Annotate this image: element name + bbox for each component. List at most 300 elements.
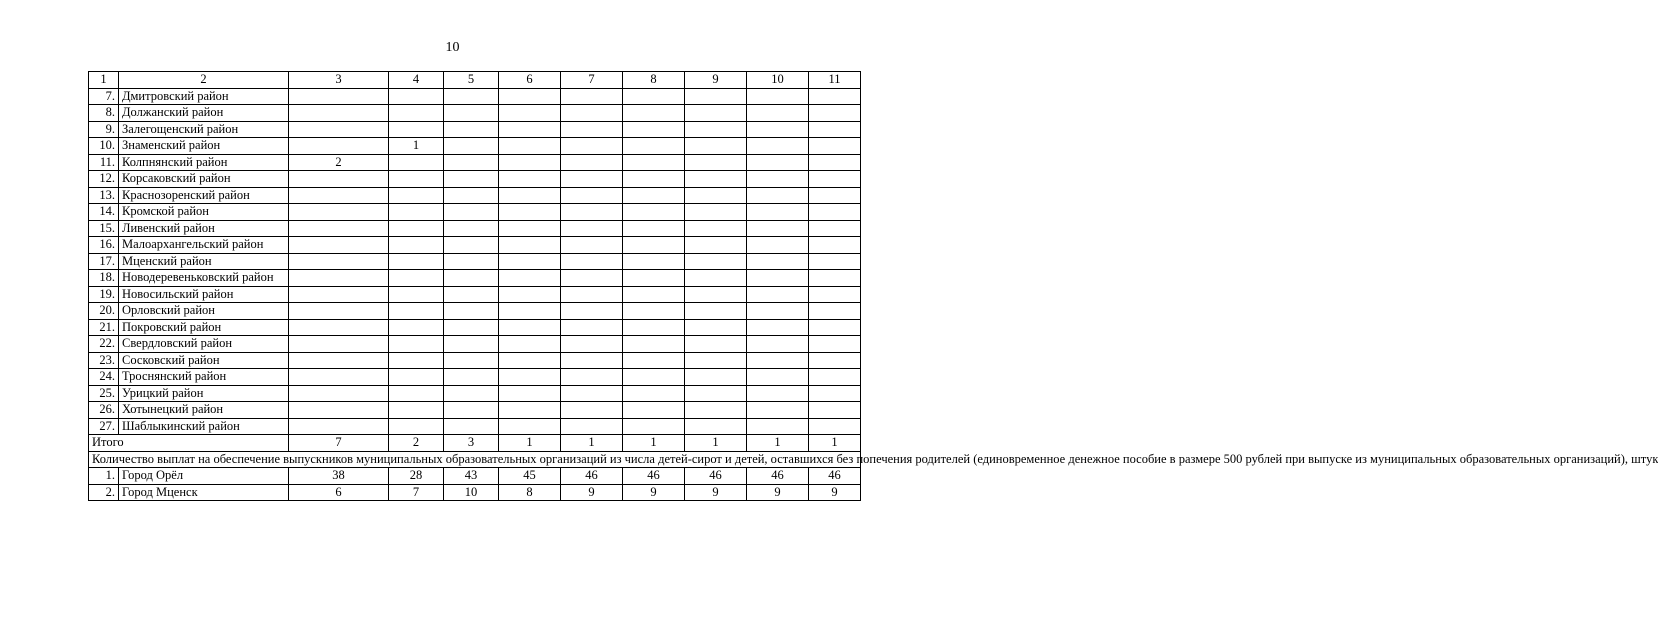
value-cell: 9 bbox=[747, 484, 809, 501]
value-cell bbox=[685, 352, 747, 369]
value-cell bbox=[623, 303, 685, 320]
row-number: 19. bbox=[89, 286, 119, 303]
value-cell bbox=[561, 402, 623, 419]
value-cell bbox=[389, 369, 444, 386]
table-row bbox=[89, 352, 861, 369]
value-cell bbox=[623, 402, 685, 419]
value-cell bbox=[809, 352, 861, 369]
value-cell bbox=[623, 369, 685, 386]
value-cell bbox=[389, 336, 444, 353]
value-cell bbox=[561, 385, 623, 402]
table-row bbox=[89, 253, 861, 270]
value-cell bbox=[389, 121, 444, 138]
value-cell bbox=[389, 187, 444, 204]
value-cell bbox=[561, 204, 623, 221]
value-cell bbox=[289, 402, 389, 419]
value-cell bbox=[747, 105, 809, 122]
value-cell bbox=[499, 105, 561, 122]
value-cell bbox=[747, 237, 809, 254]
value-cell bbox=[289, 171, 389, 188]
value-cell bbox=[809, 385, 861, 402]
value-cell bbox=[747, 204, 809, 221]
value-cell bbox=[444, 402, 499, 419]
value-cell bbox=[809, 121, 861, 138]
value-cell bbox=[561, 138, 623, 155]
row-number: 18. bbox=[89, 270, 119, 287]
table-row bbox=[89, 385, 861, 402]
value-cell bbox=[809, 418, 861, 435]
row-number: 8. bbox=[89, 105, 119, 122]
row-name: Орловский район bbox=[119, 303, 289, 320]
value-cell bbox=[444, 385, 499, 402]
value-cell bbox=[444, 105, 499, 122]
value-cell bbox=[499, 319, 561, 336]
table-row bbox=[89, 220, 861, 237]
value-cell bbox=[685, 303, 747, 320]
value-cell bbox=[685, 187, 747, 204]
value-cell bbox=[747, 187, 809, 204]
value-cell: 46 bbox=[561, 468, 623, 485]
value-cell bbox=[809, 369, 861, 386]
value-cell bbox=[685, 220, 747, 237]
total-value: 2 bbox=[389, 435, 444, 452]
value-cell bbox=[289, 138, 389, 155]
value-cell bbox=[499, 237, 561, 254]
value-cell bbox=[747, 220, 809, 237]
value-cell bbox=[561, 253, 623, 270]
value-cell bbox=[444, 171, 499, 188]
row-name: Должанский район bbox=[119, 105, 289, 122]
header-cell: 10 bbox=[747, 72, 809, 89]
row-name: Новодеревеньковский район bbox=[119, 270, 289, 287]
row-number: 12. bbox=[89, 171, 119, 188]
value-cell: 9 bbox=[685, 484, 747, 501]
value-cell: 9 bbox=[809, 484, 861, 501]
value-cell bbox=[561, 171, 623, 188]
value-cell bbox=[561, 187, 623, 204]
value-cell bbox=[561, 319, 623, 336]
value-cell bbox=[499, 171, 561, 188]
value-cell bbox=[289, 385, 389, 402]
value-cell bbox=[685, 121, 747, 138]
value-cell bbox=[809, 303, 861, 320]
value-cell bbox=[499, 402, 561, 419]
table-row bbox=[89, 468, 861, 485]
value-cell bbox=[289, 187, 389, 204]
row-name: Хотынецкий район bbox=[119, 402, 289, 419]
value-cell: 9 bbox=[561, 484, 623, 501]
value-cell bbox=[444, 187, 499, 204]
table-row bbox=[89, 286, 861, 303]
header-cell: 5 bbox=[444, 72, 499, 89]
row-number: 22. bbox=[89, 336, 119, 353]
value-cell bbox=[685, 204, 747, 221]
value-cell bbox=[389, 402, 444, 419]
total-value: 1 bbox=[685, 435, 747, 452]
value-cell bbox=[389, 270, 444, 287]
value-cell bbox=[685, 237, 747, 254]
value-cell bbox=[499, 303, 561, 320]
row-name: Урицкий район bbox=[119, 385, 289, 402]
value-cell bbox=[389, 385, 444, 402]
value-cell: 6 bbox=[289, 484, 389, 501]
value-cell bbox=[499, 220, 561, 237]
table-row bbox=[89, 303, 861, 320]
value-cell bbox=[389, 286, 444, 303]
row-number: 20. bbox=[89, 303, 119, 320]
total-value: 1 bbox=[561, 435, 623, 452]
value-cell: 46 bbox=[747, 468, 809, 485]
value-cell bbox=[623, 187, 685, 204]
value-cell bbox=[289, 88, 389, 105]
value-cell bbox=[444, 88, 499, 105]
value-cell bbox=[389, 88, 444, 105]
value-cell bbox=[444, 303, 499, 320]
page-number: 10 bbox=[445, 40, 460, 55]
row-name: Новосильский район bbox=[119, 286, 289, 303]
value-cell bbox=[389, 154, 444, 171]
value-cell bbox=[809, 319, 861, 336]
row-number: 16. bbox=[89, 237, 119, 254]
value-cell bbox=[499, 154, 561, 171]
value-cell bbox=[623, 154, 685, 171]
value-cell bbox=[444, 121, 499, 138]
row-number: 23. bbox=[89, 352, 119, 369]
value-cell bbox=[623, 171, 685, 188]
value-cell bbox=[747, 369, 809, 386]
value-cell bbox=[561, 286, 623, 303]
value-cell bbox=[809, 187, 861, 204]
value-cell bbox=[561, 121, 623, 138]
header-cell: 1 bbox=[89, 72, 119, 89]
value-cell bbox=[685, 286, 747, 303]
row-number: 26. bbox=[89, 402, 119, 419]
value-cell bbox=[747, 154, 809, 171]
value-cell bbox=[561, 220, 623, 237]
value-cell bbox=[561, 105, 623, 122]
value-cell bbox=[623, 138, 685, 155]
total-value: 1 bbox=[499, 435, 561, 452]
table-row bbox=[89, 88, 861, 105]
value-cell bbox=[623, 121, 685, 138]
header-cell: 2 bbox=[119, 72, 289, 89]
row-number: 11. bbox=[89, 154, 119, 171]
value-cell bbox=[289, 303, 389, 320]
value-cell bbox=[561, 369, 623, 386]
value-cell bbox=[289, 237, 389, 254]
value-cell bbox=[499, 369, 561, 386]
value-cell bbox=[389, 418, 444, 435]
row-name: Корсаковский район bbox=[119, 171, 289, 188]
table-row bbox=[89, 369, 861, 386]
value-cell bbox=[747, 303, 809, 320]
row-number: 2. bbox=[89, 484, 119, 501]
value-cell bbox=[623, 352, 685, 369]
value-cell bbox=[685, 319, 747, 336]
table-row bbox=[89, 484, 861, 501]
value-cell bbox=[561, 270, 623, 287]
value-cell bbox=[289, 369, 389, 386]
value-cell bbox=[444, 319, 499, 336]
value-cell bbox=[289, 253, 389, 270]
value-cell bbox=[389, 319, 444, 336]
value-cell bbox=[444, 237, 499, 254]
value-cell bbox=[289, 418, 389, 435]
value-cell bbox=[444, 138, 499, 155]
value-cell bbox=[685, 105, 747, 122]
value-cell bbox=[389, 105, 444, 122]
value-cell: 28 bbox=[389, 468, 444, 485]
table-row bbox=[89, 418, 861, 435]
value-cell bbox=[747, 402, 809, 419]
row-name: Шаблыкинский район bbox=[119, 418, 289, 435]
value-cell bbox=[809, 220, 861, 237]
value-cell: 38 bbox=[289, 468, 389, 485]
value-cell bbox=[289, 336, 389, 353]
value-cell bbox=[623, 286, 685, 303]
header-cell: 7 bbox=[561, 72, 623, 89]
value-cell bbox=[499, 385, 561, 402]
row-name: Залегощенский район bbox=[119, 121, 289, 138]
value-cell bbox=[685, 138, 747, 155]
value-cell bbox=[809, 286, 861, 303]
value-cell bbox=[809, 105, 861, 122]
value-cell: 8 bbox=[499, 484, 561, 501]
row-number: 14. bbox=[89, 204, 119, 221]
value-cell bbox=[685, 418, 747, 435]
value-cell: 46 bbox=[809, 468, 861, 485]
value-cell bbox=[444, 204, 499, 221]
value-cell bbox=[685, 369, 747, 386]
value-cell bbox=[623, 204, 685, 221]
header-cell: 8 bbox=[623, 72, 685, 89]
value-cell bbox=[444, 270, 499, 287]
value-cell: 46 bbox=[685, 468, 747, 485]
value-cell bbox=[747, 138, 809, 155]
value-cell bbox=[747, 88, 809, 105]
value-cell bbox=[289, 204, 389, 221]
value-cell bbox=[623, 253, 685, 270]
header-cell: 11 bbox=[809, 72, 861, 89]
row-name: Троснянский район bbox=[119, 369, 289, 386]
value-cell bbox=[389, 303, 444, 320]
value-cell bbox=[747, 121, 809, 138]
value-cell: 1 bbox=[389, 138, 444, 155]
value-cell bbox=[289, 352, 389, 369]
value-cell bbox=[809, 237, 861, 254]
value-cell bbox=[809, 154, 861, 171]
value-cell bbox=[685, 402, 747, 419]
value-cell bbox=[685, 88, 747, 105]
value-cell bbox=[747, 319, 809, 336]
value-cell bbox=[499, 138, 561, 155]
value-cell bbox=[499, 336, 561, 353]
section-row bbox=[89, 451, 861, 468]
value-cell bbox=[561, 88, 623, 105]
value-cell bbox=[561, 237, 623, 254]
value-cell bbox=[389, 171, 444, 188]
value-cell bbox=[444, 154, 499, 171]
table-row bbox=[89, 138, 861, 155]
value-cell bbox=[289, 121, 389, 138]
value-cell bbox=[809, 270, 861, 287]
table-row bbox=[89, 237, 861, 254]
table-row bbox=[89, 270, 861, 287]
table-row bbox=[89, 121, 861, 138]
value-cell bbox=[747, 171, 809, 188]
value-cell bbox=[499, 418, 561, 435]
row-name: Город Орёл bbox=[119, 468, 289, 485]
value-cell: 7 bbox=[389, 484, 444, 501]
row-name: Покровский район bbox=[119, 319, 289, 336]
value-cell bbox=[685, 270, 747, 287]
total-value: 1 bbox=[623, 435, 685, 452]
header-cell: 6 bbox=[499, 72, 561, 89]
row-name: Малоархангельский район bbox=[119, 237, 289, 254]
value-cell bbox=[499, 253, 561, 270]
row-number: 17. bbox=[89, 253, 119, 270]
value-cell bbox=[499, 286, 561, 303]
value-cell bbox=[499, 204, 561, 221]
row-number: 1. bbox=[89, 468, 119, 485]
row-name: Ливенский район bbox=[119, 220, 289, 237]
value-cell: 43 bbox=[444, 468, 499, 485]
value-cell bbox=[623, 105, 685, 122]
table-row bbox=[89, 336, 861, 353]
row-name: Мценский район bbox=[119, 253, 289, 270]
value-cell bbox=[685, 385, 747, 402]
value-cell bbox=[389, 352, 444, 369]
total-value: 1 bbox=[747, 435, 809, 452]
value-cell bbox=[444, 369, 499, 386]
row-name: Колпнянский район bbox=[119, 154, 289, 171]
row-number: 9. bbox=[89, 121, 119, 138]
value-cell bbox=[289, 286, 389, 303]
section-note: Количество выплат на обеспечение выпускников муниципальных образовательных организаций из числа детей-сирот и детей, оставшихся без попечения родителей (единовременное денежное пособие в размере 500 рублей при выпуске из муниципальных образовательных организаций), штук bbox=[89, 451, 861, 468]
total-row bbox=[89, 435, 861, 452]
row-number: 25. bbox=[89, 385, 119, 402]
value-cell bbox=[623, 385, 685, 402]
value-cell bbox=[389, 253, 444, 270]
value-cell bbox=[747, 253, 809, 270]
value-cell bbox=[444, 253, 499, 270]
value-cell bbox=[685, 154, 747, 171]
row-name: Город Мценск bbox=[119, 484, 289, 501]
value-cell bbox=[809, 402, 861, 419]
value-cell bbox=[389, 204, 444, 221]
total-value: 1 bbox=[809, 435, 861, 452]
table-row bbox=[89, 105, 861, 122]
value-cell bbox=[685, 253, 747, 270]
value-cell bbox=[623, 319, 685, 336]
value-cell bbox=[623, 270, 685, 287]
value-cell bbox=[809, 171, 861, 188]
header-row bbox=[89, 72, 861, 89]
total-label: Итого bbox=[89, 435, 289, 452]
table-row bbox=[89, 402, 861, 419]
table-row bbox=[89, 171, 861, 188]
value-cell bbox=[561, 336, 623, 353]
total-value: 7 bbox=[289, 435, 389, 452]
row-number: 15. bbox=[89, 220, 119, 237]
row-name: Свердловский район bbox=[119, 336, 289, 353]
value-cell bbox=[623, 336, 685, 353]
value-cell: 2 bbox=[289, 154, 389, 171]
value-cell bbox=[747, 352, 809, 369]
value-cell bbox=[685, 336, 747, 353]
row-number: 13. bbox=[89, 187, 119, 204]
row-name: Кромской район bbox=[119, 204, 289, 221]
value-cell bbox=[389, 220, 444, 237]
table-row bbox=[89, 319, 861, 336]
value-cell bbox=[747, 270, 809, 287]
value-cell bbox=[561, 352, 623, 369]
value-cell bbox=[623, 220, 685, 237]
data-table bbox=[88, 71, 1658, 501]
value-cell: 46 bbox=[623, 468, 685, 485]
value-cell bbox=[623, 418, 685, 435]
value-cell bbox=[444, 286, 499, 303]
value-cell bbox=[561, 418, 623, 435]
value-cell bbox=[747, 385, 809, 402]
value-cell bbox=[623, 237, 685, 254]
row-number: 24. bbox=[89, 369, 119, 386]
value-cell bbox=[289, 220, 389, 237]
value-cell bbox=[289, 319, 389, 336]
row-name: Знаменский район bbox=[119, 138, 289, 155]
value-cell bbox=[444, 220, 499, 237]
value-cell bbox=[289, 105, 389, 122]
value-cell bbox=[809, 336, 861, 353]
table-row bbox=[89, 187, 861, 204]
row-number: 27. bbox=[89, 418, 119, 435]
total-value: 3 bbox=[444, 435, 499, 452]
value-cell bbox=[561, 303, 623, 320]
value-cell bbox=[499, 352, 561, 369]
value-cell bbox=[389, 237, 444, 254]
row-number: 10. bbox=[89, 138, 119, 155]
row-name: Краснозоренский район bbox=[119, 187, 289, 204]
value-cell bbox=[289, 270, 389, 287]
value-cell bbox=[809, 88, 861, 105]
value-cell bbox=[747, 336, 809, 353]
value-cell bbox=[444, 352, 499, 369]
value-cell bbox=[685, 171, 747, 188]
value-cell: 45 bbox=[499, 468, 561, 485]
value-cell bbox=[499, 88, 561, 105]
row-number: 21. bbox=[89, 319, 119, 336]
value-cell bbox=[444, 418, 499, 435]
header-cell: 9 bbox=[685, 72, 747, 89]
value-cell: 10 bbox=[444, 484, 499, 501]
value-cell bbox=[499, 270, 561, 287]
row-number: 7. bbox=[89, 88, 119, 105]
value-cell bbox=[444, 336, 499, 353]
value-cell bbox=[561, 154, 623, 171]
table-row bbox=[89, 154, 861, 171]
value-cell bbox=[499, 187, 561, 204]
header-cell: 4 bbox=[389, 72, 444, 89]
table-row bbox=[89, 204, 861, 221]
value-cell bbox=[809, 204, 861, 221]
row-name: Дмитровский район bbox=[119, 88, 289, 105]
value-cell: 9 bbox=[623, 484, 685, 501]
value-cell bbox=[809, 138, 861, 155]
value-cell bbox=[809, 253, 861, 270]
value-cell bbox=[747, 286, 809, 303]
value-cell bbox=[623, 88, 685, 105]
header-cell: 3 bbox=[289, 72, 389, 89]
